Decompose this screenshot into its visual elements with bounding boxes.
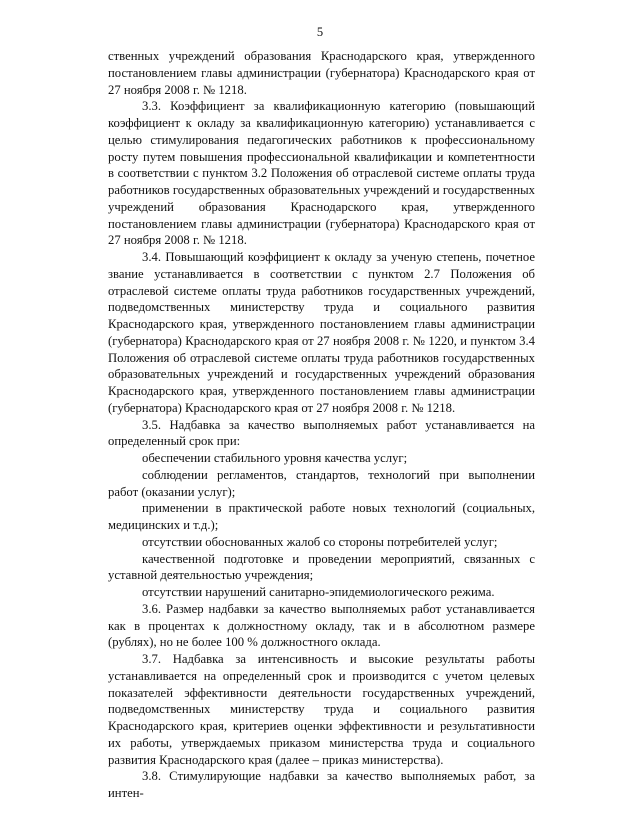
page-number: 5 xyxy=(316,25,324,39)
paragraph-continuation: ственных учреждений образования Краснодарского края, утвержденного постановлением главы администрации (губернатора) Краснодарского края от 27 ноября 2008 г. № 1218. xyxy=(108,49,535,97)
list-item: качественной подготовке и проведении мероприятий, связанных с уставной деятельностью учреждения; xyxy=(108,551,535,583)
list-item: обеспечении стабильного уровня качества услуг; xyxy=(142,451,408,465)
paragraph-3-7: 3.7. Надбавка за интенсивность и высокие результаты работы устанавливается на определенный срок и производится с учетом целевых показателей эффективности деятельности государственных учреждений, подведомственных министерству труда и социального развития Краснодарского края, критериев оценки эффективности и результативности их работы, утверждаемых приказом министерства труда и социального развития Краснодарского края (далее – приказ министерства). xyxy=(108,652,535,767)
paragraph-3-3: 3.3. Коэффициент за квалификационную категорию (повышающий коэффициент к окладу за квалификационную категорию) устанавливается с целью стимулирования педагогических работников к профессиональному росту путем повышения профессиональной квалификации и компетентности в соответствии с пунктом 3.2 Положения об отраслевой системе оплаты труда работников государственных образовательных учреждений и государственных учреждений образования Краснодарского края, утвержденного постановлением главы администрации (губернатора) Краснодарского края от 27 ноября 2008 г. № 1218. xyxy=(108,99,535,248)
paragraph-3-8: 3.8. Стимулирующие надбавки за качество выполняемых работ, за интен- xyxy=(108,769,535,800)
paragraph-3-4: 3.4. Повышающий коэффициент к окладу за ученую степень, почетное звание устанавливается в соответствии с пунктом 2.7 Положения об отраслевой системе оплаты труда работников государственных учреждений, подведомственных министерству труда и социального развития Краснодарского края, утвержденного постановлением главы администрации (губернатора) Краснодарского края от 27 ноября 2008 г. № 1220, и пунктом 3.4 Положения об отраслевой системе оплаты труда работников государственных образовательных учреждений и государственных учреждений образования Краснодарского края, утвержденного постановлением главы администрации (губернатора) Краснодарского края от 27 ноября 2008 г. № 1218. xyxy=(108,250,535,415)
list-item: соблюдении регламентов, стандартов, технологий при выполнении работ (оказании услуг); xyxy=(108,467,535,499)
paragraph-3-6: 3.6. Размер надбавки за качество выполняемых работ устанавливается как в процентах к должностному окладу, так и в абсолютном размере (рублях), но не более 100 % должностного оклада. xyxy=(108,601,535,650)
document-body xyxy=(108,48,535,802)
paragraph-3-5: 3.5. Надбавка за качество выполняемых работ устанавливается на определенный срок при: xyxy=(108,417,535,449)
list-item: отсутствии нарушений санитарно-эпидемиологического режима. xyxy=(142,585,495,599)
list-item: применении в практической работе новых технологий (социальных, медицинских и т.д.); xyxy=(108,501,535,532)
list-item: отсутствии обоснованных жалоб со стороны потребителей услуг; xyxy=(142,534,498,549)
